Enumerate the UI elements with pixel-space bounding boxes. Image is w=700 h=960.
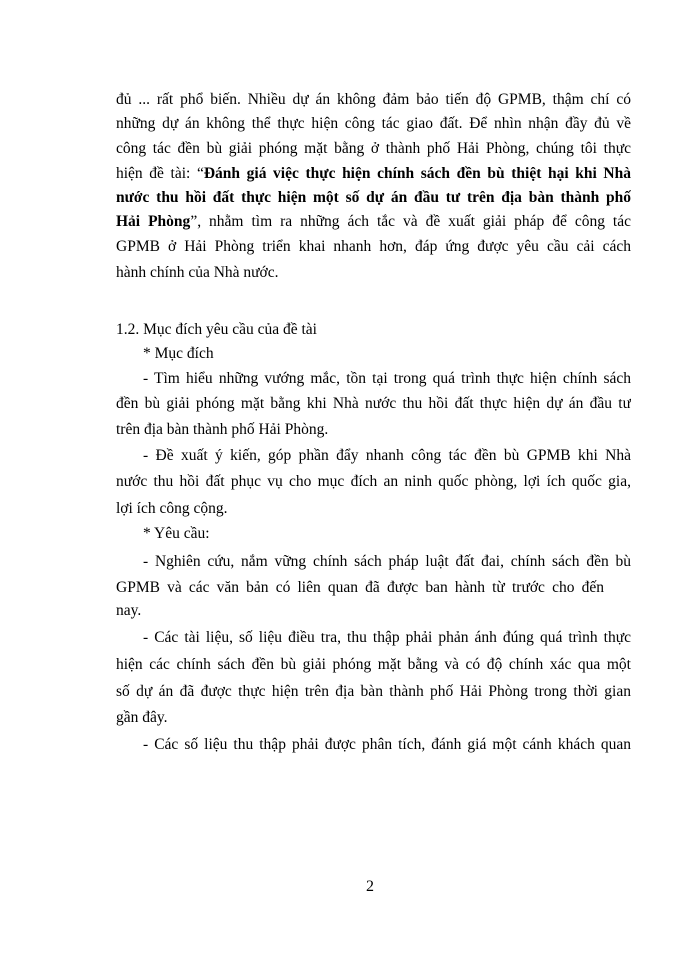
body-line: - Đề xuất ý kiến, góp phần đẩy nhanh công tác đền bù GPMB khi Nhà xyxy=(143,447,631,464)
body-text: hiện đề tài: “ xyxy=(116,165,204,182)
body-line xyxy=(116,164,631,184)
body-line xyxy=(116,212,631,232)
body-line: - Nghiên cứu, nắm vững chính sách pháp luật đất đai, chính sách đền bù xyxy=(143,553,631,570)
thesis-title-bold: nước thu hồi đất thực hiện một số dự án đầu tư trên địa bàn thành phố xyxy=(116,189,631,206)
body-line: - Các tài liệu, số liệu điều tra, thu thập phải phản ánh đúng quá trình thực xyxy=(143,629,631,646)
body-line: những dự án không thể thực hiện công tác giao đất. Để nhìn nhận đầy đủ về xyxy=(116,115,631,132)
body-line: công tác đền bù giải phóng mặt bằng ở thành phố Hải Phòng, chúng tôi thực xyxy=(116,140,631,157)
body-line: nay. xyxy=(116,602,142,619)
body-text: ”, nhằm tìm ra những ách tắc và đề xuất giải pháp để công tác xyxy=(190,213,631,230)
page-number: 2 xyxy=(366,878,374,895)
body-line: hành chính của Nhà nước. xyxy=(116,264,279,281)
body-line: gần đây. xyxy=(116,709,168,726)
purpose-label: * Mục đích xyxy=(143,345,214,362)
body-line: GPMB ở Hải Phòng triển khai nhanh hơn, đáp ứng được yêu cầu cải cách xyxy=(116,238,631,255)
body-line: trên địa bàn thành phố Hải Phòng. xyxy=(116,421,329,438)
body-line: - Các số liệu thu thập phải được phân tích, đánh giá một cánh khách quan xyxy=(143,736,631,753)
body-line: số dự án đã được thực hiện trên địa bàn thành phố Hải Phòng trong thời gian xyxy=(116,683,631,700)
body-line: GPMB và các văn bản có liên quan đã được ban hành từ trước cho đến xyxy=(116,579,604,596)
body-line: đền bù giải phóng mặt bằng khi Nhà nước thu hồi đất thực hiện dự án đầu tư xyxy=(116,395,631,412)
body-line: - Tìm hiểu những vướng mắc, tồn tại trong quá trình thực hiện chính sách xyxy=(143,370,631,387)
body-line: lợi ích công cộng. xyxy=(116,500,228,517)
body-line: đủ ... rất phổ biến. Nhiều dự án không đảm bảo tiến độ GPMB, thậm chí có xyxy=(116,91,631,108)
section-heading: 1.2. Mục đích yêu cầu của đề tài xyxy=(116,321,317,338)
thesis-title-bold: Đánh giá việc thực hiện chính sách đền bù thiệt hại khi Nhà xyxy=(203,165,631,182)
requirement-label: * Yêu cầu: xyxy=(143,525,210,542)
body-line: nước thu hồi đất phục vụ cho mục đích an ninh quốc phòng, lợi ích quốc gia, xyxy=(116,473,631,490)
thesis-title-bold: Hải Phòng xyxy=(116,213,191,230)
body-line: hiện các chính sách đền bù giải phóng mặt bằng và có độ chính xác qua một xyxy=(116,656,631,673)
